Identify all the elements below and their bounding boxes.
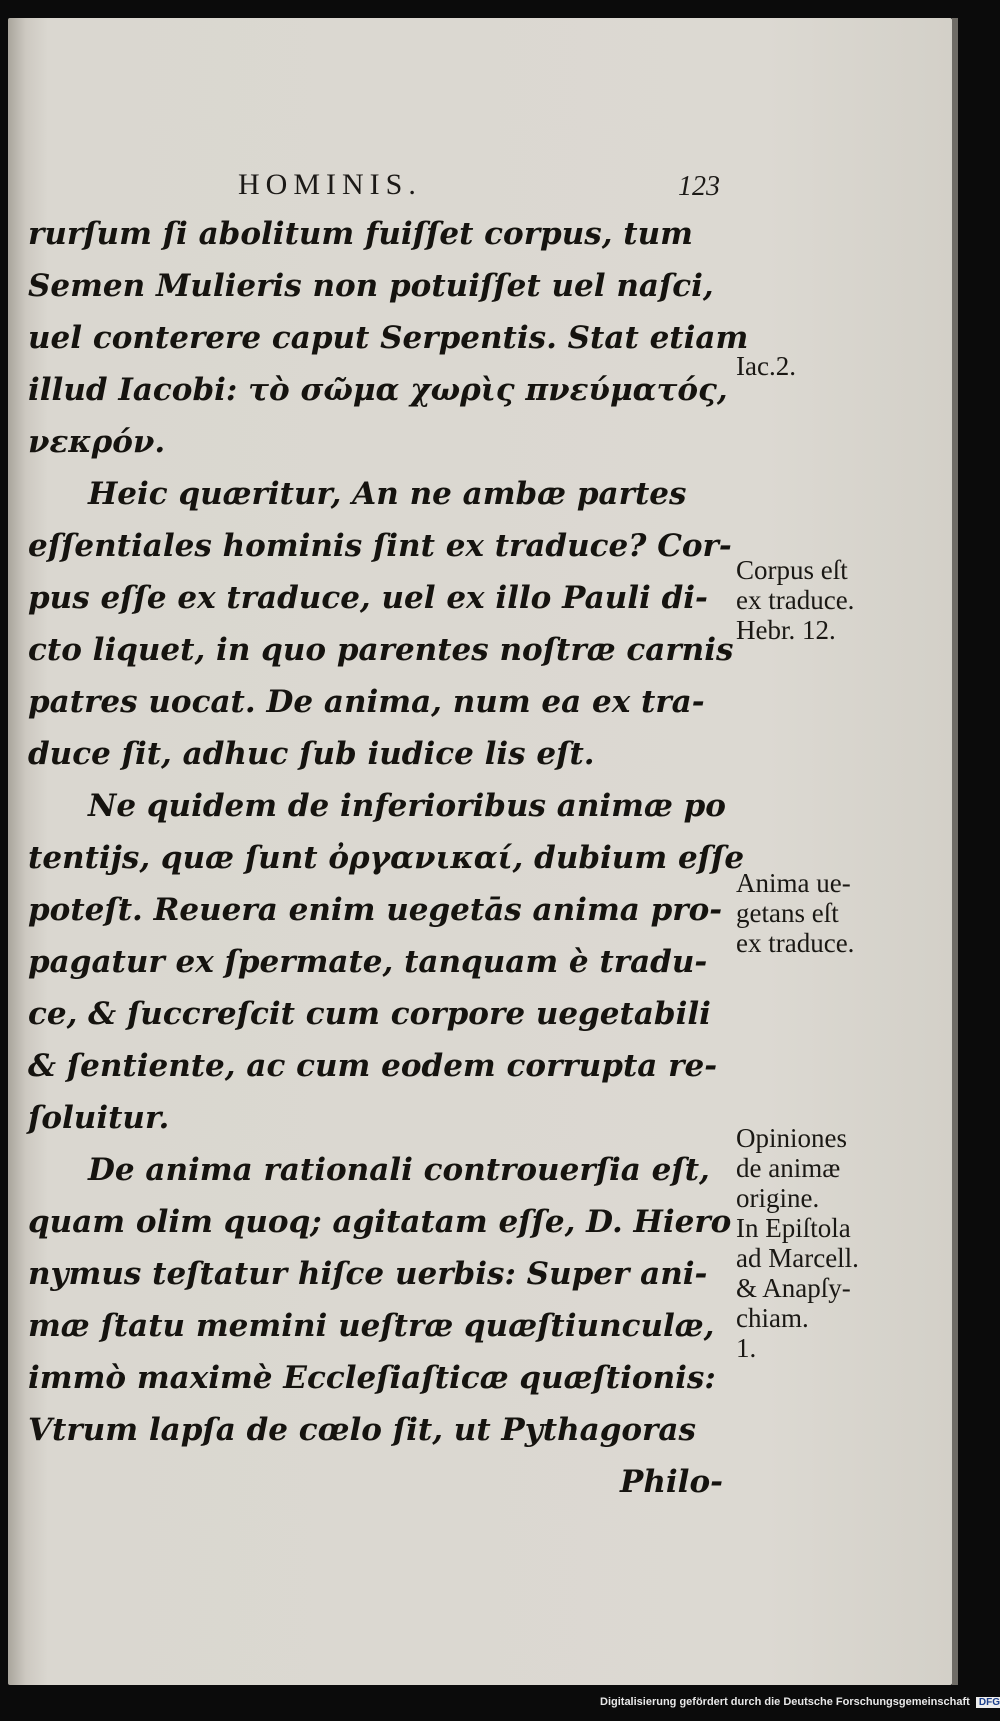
marginal-note-line: Opiniones <box>736 1123 847 1153</box>
marginal-note-line: Hebr. 12. <box>736 615 836 645</box>
body-line: Ne quidem de inferioribus animæ po <box>88 788 726 824</box>
marginal-note-line: ex traduce. <box>736 928 855 958</box>
marginal-note-line: & Anapſy- <box>736 1273 851 1303</box>
marginal-note-line: de animæ <box>736 1153 841 1183</box>
body-line: patres uocat. De anima, num ea ex tra- <box>28 684 705 720</box>
marginal-note-line: ad Marcell. <box>736 1243 859 1273</box>
body-line: Vtrum lapſa de cœlo ſit, ut Pythagoras <box>28 1412 696 1448</box>
body-line: pus eſſe ex traduce, uel ex illo Pauli di- <box>28 580 708 616</box>
body-line: pagatur ex ſpermate, tanquam è tradu- <box>28 944 708 980</box>
body-text <box>28 208 749 1508</box>
marginal-note-line: origine. <box>736 1183 820 1213</box>
body-line: νεκρόν. <box>28 424 166 460</box>
body-line: Heic quæritur, An ne ambæ partes <box>88 476 687 512</box>
body-line: & ſentiente, ac cum eodem corrupta re- <box>28 1048 718 1084</box>
digitization-credit <box>600 1696 1000 1708</box>
body-line: mæ ſtatu memini ueſtræ quæſtiunculæ, <box>28 1308 715 1344</box>
body-line: ſoluitur. <box>28 1100 170 1136</box>
body-line: ce, & ſuccreſcit cum corpore uegetabili <box>28 996 711 1032</box>
marginal-note-line: getans eſt <box>736 898 839 928</box>
body-line: uel conterere caput Serpentis. Stat etiam <box>28 320 749 356</box>
body-line: De anima rationali controuerſia eſt, <box>88 1152 710 1188</box>
body-line: illud Iacobi: τὸ σῶμα χωρὶς πνεύματός, <box>28 372 728 408</box>
body-line: Semen Mulieris non potuiſſet uel naſci, <box>28 268 714 304</box>
credit-text: Digitalisierung gefördert durch die Deutsche Forschungsgemeinschaft <box>600 1696 970 1708</box>
marginal-note <box>736 1123 936 1363</box>
marginal-note-line: chiam. <box>736 1303 809 1333</box>
catchword: Philo- <box>620 1464 723 1500</box>
marginal-note <box>736 555 936 645</box>
book-page <box>8 18 952 1685</box>
body-line: cto liquet, in quo parentes noſtræ carnis <box>28 632 734 668</box>
body-line: nymus teſtatur hiſce uerbis: Super ani- <box>28 1256 708 1292</box>
body-line: poteſt. Reuera enim uegetās anima pro- <box>28 892 723 928</box>
body-line: immò maximè Eccleſiaſticæ quæſtionis: <box>28 1360 716 1396</box>
body-line: eſſentiales hominis ſint ex traduce? Cor- <box>28 528 732 564</box>
marginal-note-line: 1. <box>736 1333 757 1363</box>
marginal-note-line: Corpus eſt <box>736 555 848 585</box>
marginal-note <box>736 868 936 958</box>
body-line: tentijs, quæ ſunt ὀργανικαί, dubium eſſe <box>28 840 745 876</box>
body-line: quam olim quoq; agitatam eſſe, D. Hiero <box>28 1204 732 1240</box>
running-head: HOMINIS. <box>238 168 422 201</box>
marginal-note-line: Anima ue- <box>736 868 851 898</box>
body-line: duce ſit, adhuc ſub iudice lis eſt. <box>28 736 595 772</box>
marginal-note-line: In Epiſtola <box>736 1213 851 1243</box>
marginal-note <box>736 351 936 381</box>
marginal-note-line: ex traduce. <box>736 585 855 615</box>
dfg-logo: DFG <box>976 1697 1000 1708</box>
body-line: rurſum ſi abolitum fuiſſet corpus, tum <box>28 216 693 252</box>
marginal-note-line: Iac.2. <box>736 351 796 381</box>
page-number: 123 <box>678 171 720 202</box>
